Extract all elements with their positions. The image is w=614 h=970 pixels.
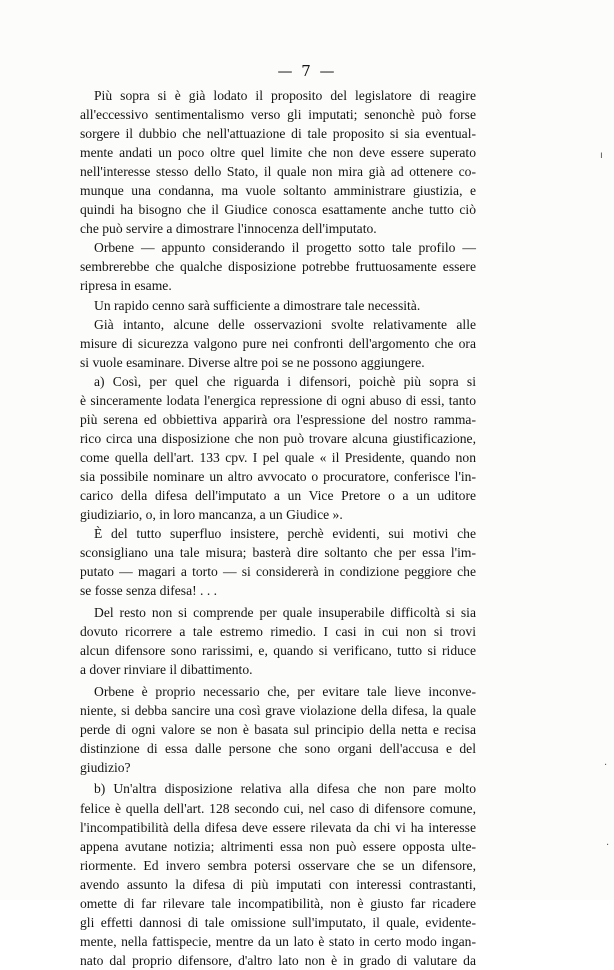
scan-mark: ·	[606, 840, 610, 851]
paragraph	[80, 296, 476, 315]
text-line: misure di sicurezza valgono pure nei confronti dell'argomento che ora	[80, 335, 476, 351]
text-line: se fosse senza difesa! . . .	[80, 583, 218, 599]
text-line: alcun difensore sono rarissimi, e, quando si verificano, tutto si riduce	[80, 642, 476, 658]
text-line: all'eccessivo sentimentalismo verso gli imputati; senonchè può forse	[80, 107, 476, 123]
text-line: avendo assunto la difesa di più imputati con interessi contrastanti,	[80, 876, 476, 892]
text-line: appena avutane notizia; altrimenti essa non può essere opposta ulte-	[80, 838, 476, 854]
text-line: nato dal proprio difensore, d'altro lato non è in grado di valutare da	[80, 952, 476, 968]
scan-mark: ·	[604, 760, 608, 771]
text-line: putato — magari a torto — si considererà in condizione peggiore che	[80, 564, 476, 580]
text-line: a dover rinviare il dibattimento.	[80, 662, 253, 677]
text-line: a) Così, per quel che riguarda i difensori, poichè più sopra si	[94, 373, 476, 389]
text-line: Del resto non si comprende per quale insuperabile difficoltà si sia	[94, 604, 476, 620]
text-line: Già intanto, alcune delle osservazioni svolte relativamente alle	[94, 316, 476, 332]
paragraph	[80, 238, 476, 295]
text-line: l'incompatibilità della difesa deve essere rilevata da chi vi ha interesse	[80, 819, 476, 835]
text-line: sconsigliano una tale misura; basterà dire soltanto che per essa l'im-	[80, 545, 476, 561]
text-line: niente, si debba sancire una così grave violazione della difesa, la quale	[80, 702, 476, 718]
text-line: dovuto ricorrere a tale estremo rimedio. I casi in cui non si trovi	[80, 623, 476, 639]
text-line: si vuole esaminare. Diverse altre poi se ne possono aggiungere.	[80, 354, 425, 370]
text-line: rico circa una disposizione che non può trovare alcuna giustificazione,	[80, 430, 476, 446]
text-line: distinzione di essa dalle persone che sono organi dell'accusa e del	[80, 740, 476, 756]
text-line: riormente. Ed invero sembra potersi osservare che se un difensore,	[80, 857, 476, 873]
text-line: Un rapido cenno sarà sufficiente a dimostrare tale necessità.	[94, 297, 421, 313]
paragraph	[80, 682, 476, 777]
text-line: giudizio?	[80, 759, 131, 775]
text-line: Più sopra si è già lodato il proposito del legislatore di reagire	[94, 88, 476, 103]
text-line: come quella dell'art. 133 cpv. I pel quale « il Presidente, quando non	[80, 449, 476, 465]
body-text	[80, 86, 476, 970]
scan-mark: ı	[600, 150, 603, 161]
text-line: Orbene è proprio necessario che, per evitare tale lieve inconve-	[94, 683, 476, 699]
paragraph	[80, 372, 476, 524]
paragraph	[80, 86, 476, 238]
text-line: b) Un'altra disposizione relativa alla difesa che non pare molto	[94, 781, 476, 797]
text-line: Orbene — appunto considerando il progetto sotto tale profilo —	[94, 240, 476, 256]
text-line: che può servire a dimostrare l'innocenza dell'imputato.	[80, 221, 377, 237]
text-line: omette di far rilevare tale incompatibilità, non è giusto far ricadere	[80, 895, 476, 911]
text-line: mente, nella fattispecie, mentre da un lato è stato in certo modo ingan-	[80, 933, 476, 949]
paragraph	[80, 315, 476, 372]
text-line: sorgere il dubbio che nell'attuazione di tale proposito si sia eventual-	[80, 126, 476, 142]
paragraph	[80, 603, 476, 679]
text-line: sembrerebbe che qualche disposizione potrebbe fruttuosamente essere	[80, 259, 476, 275]
text-line: quindi ha bisogno che il Giudice conosca esattamente anche tutto ciò	[80, 202, 476, 218]
paragraph	[80, 779, 476, 969]
text-line: munque una condanna, ma vuole soltanto amministrare giustizia, e	[80, 183, 476, 199]
text-line: è sinceramente lodata l'energica repressione di ogni abuso di essi, tanto	[80, 392, 476, 408]
text-line: gli effetti dannosi di tale omissione sull'imputato, il quale, evidente-	[80, 914, 476, 930]
text-line: carico della difesa dell'imputato a un Vice Pretore o a un uditore	[80, 487, 476, 503]
page-number: — 7 —	[277, 62, 337, 80]
paragraph	[80, 524, 476, 600]
text-line: perde di ogni valore se non è basata sul principio della netta e recisa	[80, 721, 476, 737]
text-line: È del tutto superfluo insistere, perchè evidenti, sui motivi che	[94, 526, 476, 542]
text-line: felice è quella dell'art. 128 secondo cui, nel caso di difensore comune,	[80, 800, 476, 816]
text-line: giudiziario, o, in loro mancanza, a un Giudice ».	[80, 507, 343, 523]
text-line: ripresa in esame.	[80, 278, 172, 294]
text-line: sia possibile nominare un altro avvocato o procuratore, conferisce l'in-	[80, 468, 476, 484]
text-line: più serena ed obbiettiva apparirà ora l'espressione del nostro ramma-	[80, 411, 476, 427]
text-line: nell'interesse stesso dello Stato, il quale non mira già ad ottenere co-	[80, 164, 476, 180]
text-line: mente andati un poco oltre quel limite che non deve essere superato	[80, 145, 476, 161]
